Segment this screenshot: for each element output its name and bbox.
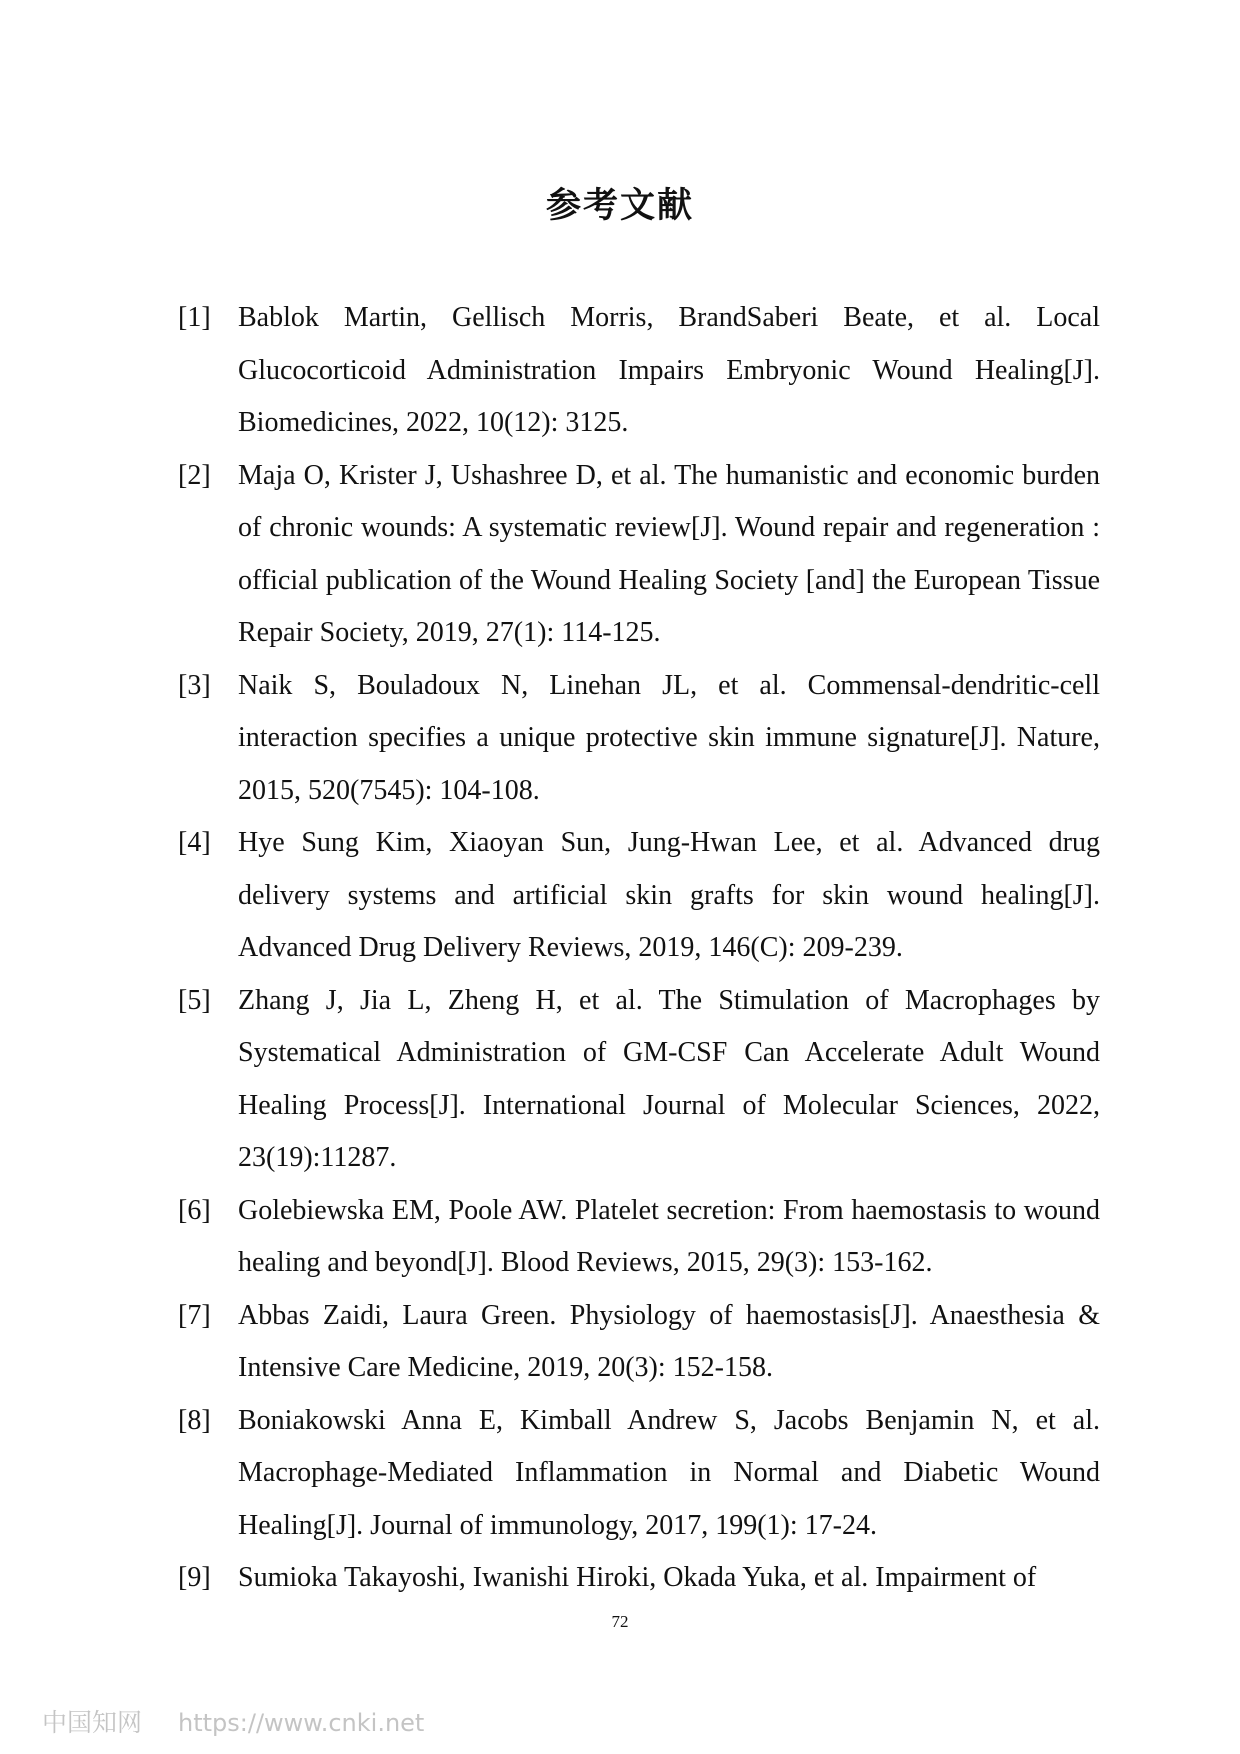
reference-number: [4]: [178, 827, 211, 858]
reference-item: [178, 817, 1100, 975]
reference-text: Boniakowski Anna E, Kimball Andrew S, Jacobs Benjamin N, et al. Macrophage-Mediated Inflammation in Normal and Diabetic Wound Healing[J]. Journal of immunology, 2017, 199(1): 17-24.: [238, 1404, 1100, 1541]
reference-item: [178, 450, 1100, 660]
reference-number: [2]: [178, 459, 211, 491]
reference-item: [178, 292, 1100, 450]
reference-item: [178, 975, 1100, 1185]
reference-text: Abbas Zaidi, Laura Green. Physiology of haemostasis[J]. Anaesthesia & Intensive Care Medicine, 2019, 20(3): 152-158.: [238, 1299, 1100, 1383]
watermark: [42, 1703, 424, 1739]
reference-item: [178, 1185, 1100, 1290]
reference-item: [178, 660, 1100, 818]
watermark-url: https://www.cnki.net: [178, 1709, 425, 1737]
reference-number: [1]: [178, 302, 211, 333]
reference-number: [3]: [178, 669, 211, 701]
reference-text: Bablok Martin, Gellisch Morris, BrandSaberi Beate, et al. Local Glucocorticoid Administration Impairs Embryonic Wound Healing[J]. Biomedicines, 2022, 10(12): 3125.: [238, 302, 1100, 438]
reference-number: [8]: [178, 1404, 211, 1436]
reference-text: Golebiewska EM, Poole AW. Platelet secretion: From haemostasis to wound healing and beyond[J]. Blood Reviews, 2015, 29(3): 153-162.: [238, 1194, 1100, 1278]
reference-number: [9]: [178, 1562, 211, 1593]
reference-item: [178, 1290, 1100, 1395]
reference-number: [7]: [178, 1299, 211, 1331]
reference-item: [178, 1552, 1100, 1605]
page-number: 72: [611, 1612, 629, 1631]
reference-text: Zhang J, Jia L, Zheng H, et al. The Stimulation of Macrophages by Systematical Administration of GM-CSF Can Accelerate Adult Wound Healing Process[J]. International Journal of Molecular Sciences, 2022, 23(19):11287.: [238, 984, 1100, 1173]
reference-text: Maja O, Krister J, Ushashree D, et al. The humanistic and economic burden of chronic wounds: A systematic review[J]. Wound repair and regeneration : official publication of the Wound Healing Society [and] the European Tissue Repair Society, 2019, 27(1): 114-125.: [238, 459, 1100, 648]
reference-list: [178, 292, 1100, 1605]
reference-item: [178, 1395, 1100, 1553]
reference-number: [6]: [178, 1194, 211, 1226]
page-title: 参考文献: [545, 186, 694, 226]
reference-text: Sumioka Takayoshi, Iwanishi Hiroki, Okada Yuka, et al. Impairment of: [238, 1562, 1037, 1593]
watermark-brand: 中国知网: [42, 1708, 143, 1737]
reference-number: [5]: [178, 984, 211, 1016]
reference-text: Naik S, Bouladoux N, Linehan JL, et al. Commensal-dendritic-cell interaction specifies a unique protective skin immune signature[J]. Nature, 2015, 520(7545): 104-108.: [238, 669, 1100, 806]
reference-text: Hye Sung Kim, Xiaoyan Sun, Jung-Hwan Lee, et al. Advanced drug delivery systems and artificial skin grafts for skin wound healing[J]. Advanced Drug Delivery Reviews, 2019, 146(C): 209-239.: [238, 827, 1100, 963]
